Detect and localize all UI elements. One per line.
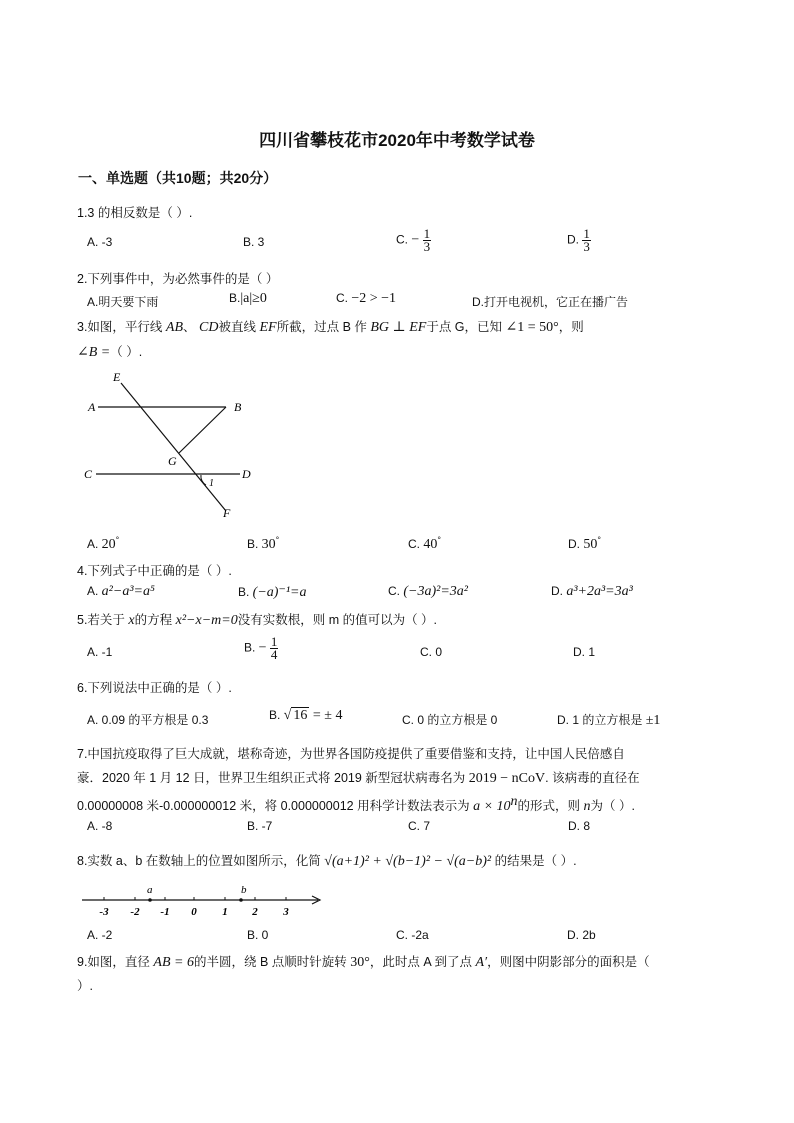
q8-option-a: A. -2 [87,928,113,942]
q5-option-a: A. -1 [87,645,113,659]
question-7-line3: 0.00000008 米-0.000000012 米，将 0.000000012 用科学计数法表示为 $a \times 10^n$的形式，则 n为（ ）. [77,794,635,815]
axis-tick-label: -3 [99,906,109,918]
q6-option-a: A. 0.09 的平方根是 0.3 [87,713,209,727]
q7-option-d: D. 8 [568,819,591,833]
line-ef [121,383,226,511]
q2-option-a: A.明天要下雨 [87,295,159,309]
q1-option-d: D. $\frac{1}{3}$ [567,226,590,254]
q2-option-b: B.|a|≥0 [229,291,267,306]
axis-tick-label: 3 [283,906,289,918]
axis-tick-label: -2 [130,906,140,918]
q1-option-b: B. 3 [243,235,265,249]
line-bg [179,407,226,453]
question-6-stem: 6.下列说法中正确的是（ ）. [77,681,232,695]
label-d: D [242,467,251,481]
axis-tick-label: -1 [160,906,170,918]
point-a [148,898,152,902]
label-e: E [113,370,121,384]
q3-option-d: D. 50° [568,535,601,552]
q4-option-d: D. a³+2a³=3a³ [551,584,633,599]
question-3-stem-line2: ∠B =（ ）. [77,345,143,360]
q7-option-a: A. -8 [87,819,113,833]
question-8-stem: 8.实数 a、b 在数轴上的位置如图所示，化简 √(a+1)² + √(b−1)² − √(a−b)² 的结果是（ ）. [77,854,577,869]
q2-option-d: D.打开电视机，它正在播广告 [472,295,629,309]
label-a: A [88,400,96,414]
q8-number-line [78,880,328,920]
question-9-line2: ）. [77,979,93,993]
angle-1-arc [201,475,206,485]
q4-option-b: B. (−a)⁻¹=a [238,585,307,600]
page-title: 四川省攀枝花市2020年中考数学试卷 [259,131,535,150]
q5-option-c: C. 0 [420,645,443,659]
question-5-stem: 5.若关于 x的方程 x²−x−m=0没有实数根，则 m 的值可以为（ ）. [77,613,438,628]
question-7-line1: 7.中国抗疫取得了巨大成就，堪称奇迹，为世界各国防疫提供了重要借鉴和支持，让中国人民倍感自 [77,747,625,761]
q3-option-a: A. 20° [87,535,120,552]
q3-option-b: B. 30° [247,535,280,552]
q8-option-c: C. -2a [396,928,429,942]
q1-option-a: A. -3 [87,235,113,249]
label-a: a [147,884,153,896]
q5-option-d: D. 1 [573,645,596,659]
label-c: C [84,467,93,481]
question-4-stem: 4.下列式子中正确的是（ ）. [77,564,232,578]
question-7-line2: 豪．2020 年 1 月 12 日，世界卫生组织正式将 2019 新型冠状病毒名为 2019 − nCoV. 该病毒的直径在 [77,771,640,786]
question-3-stem: 3.如图，平行线 AB、 CD被直线 EF所截，过点 B 作 BG ⊥ EF于点 G，已知 ∠1 = 50°，则 [77,320,584,335]
question-9-line1: 9.如图，直径 AB = 6的半圆，绕 B 点顺时针旋转 30°，此时点 A 到了点 A′，则图中阴影部分的面积是（ [77,955,650,970]
label-f: F [223,506,231,520]
question-1-stem: 1.3 的相反数是（ ）. [77,206,193,220]
q8-option-b: B. 0 [247,928,269,942]
question-2-stem: 2.下列事件中，为必然事件的是（ ） [77,272,279,286]
axis-tick-label: 1 [222,906,228,918]
label-angle-1: 1 [209,478,214,489]
q3-option-c: C. 40° [408,535,441,552]
label-b: b [241,884,247,896]
q4-option-a: A. a²−a³=a⁵ [87,584,155,599]
q8-option-d: D. 2b [567,928,596,942]
label-g: G [168,454,177,468]
q2-option-c: C. −2 > −1 [336,291,397,306]
q7-option-c: C. 7 [408,819,431,833]
q7-option-b: B. -7 [247,819,273,833]
q4-option-c: C. (−3a)²=3a² [388,584,468,599]
q1-option-c: C. − $\frac{1}{3}$ [396,226,431,254]
q5-option-b: B. − $\frac{1}{4}$ [244,634,278,662]
section-heading: 一、单选题（共10题；共20分） [78,170,278,186]
q6-option-c: C. 0 的立方根是 0 [402,713,498,727]
axis-tick-label: 2 [252,906,258,918]
q6-option-b: B. √ 16 = ± 4 [269,708,343,723]
point-b [239,898,243,902]
q6-option-d: D. 1 的立方根是 ±1 [557,713,661,728]
axis-tick-label: 0 [191,906,197,918]
label-b: B [234,400,242,414]
q3-geometry-figure [78,365,278,525]
